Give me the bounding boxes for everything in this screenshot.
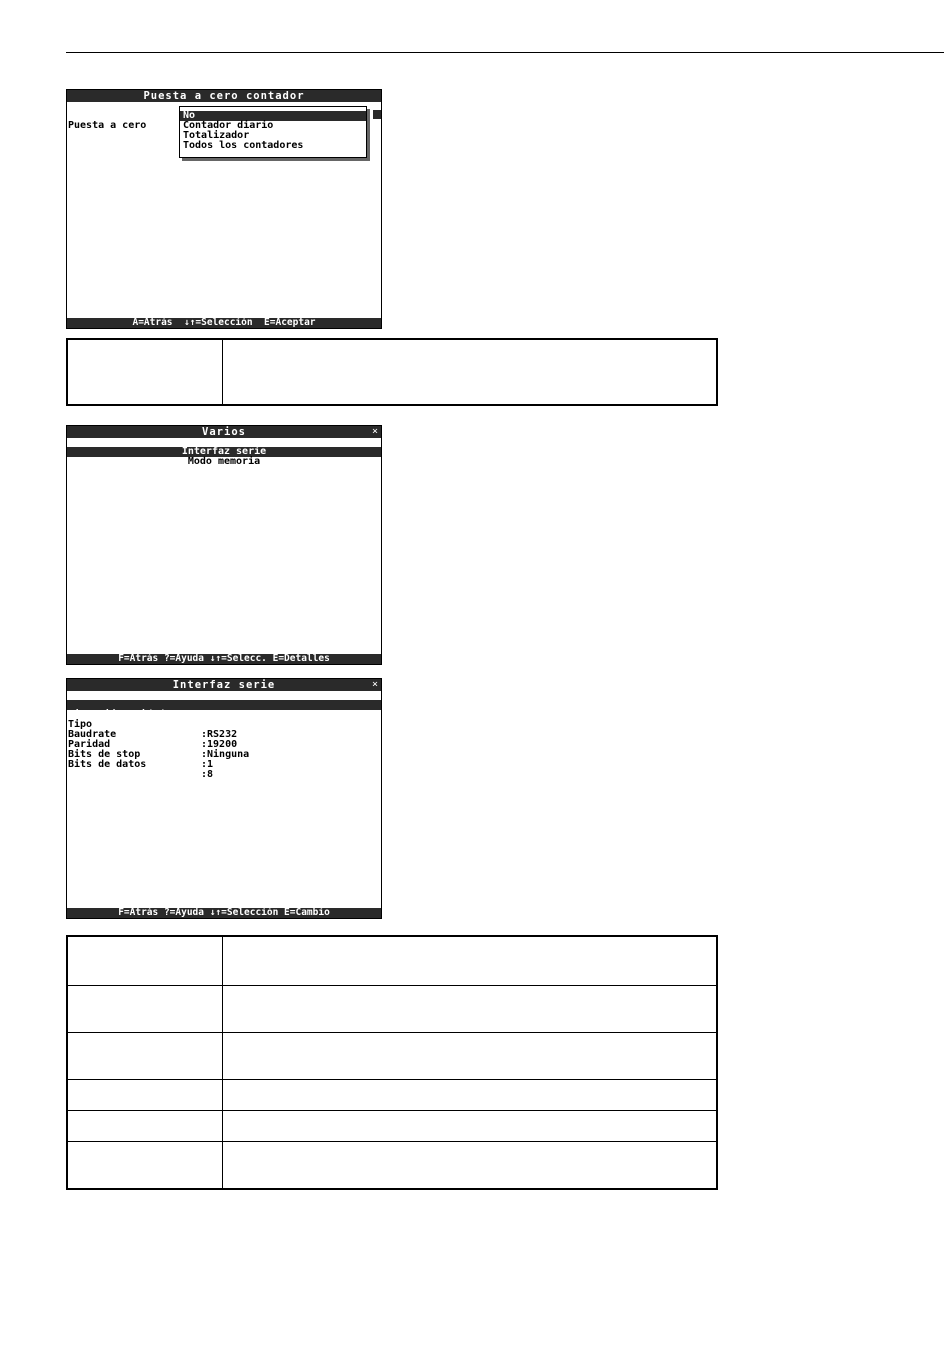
option-contador-diario[interactable]: Contador diario	[183, 120, 274, 131]
setting-label: Tipo	[68, 719, 93, 730]
screen-title: Varios	[67, 426, 381, 438]
setting-value: :01	[201, 719, 220, 730]
option-no[interactable]: No	[180, 111, 366, 121]
setting-label: Baudrate	[68, 729, 117, 740]
table-row	[68, 1142, 716, 1188]
setting-label: Dirección unidad	[68, 709, 165, 720]
setting-label: Bits de datos	[68, 759, 147, 770]
screen-interfaz-serie	[66, 678, 382, 919]
close-icon[interactable]: ×	[371, 679, 378, 690]
setting-row-bits-datos[interactable]	[67, 750, 381, 780]
setting-value: :19200	[201, 739, 238, 750]
page-top-rule	[66, 52, 944, 53]
screen-puesta-a-cero	[66, 89, 382, 329]
option-todos-contadores[interactable]: Todos los contadores	[183, 140, 304, 151]
setting-value: :1	[201, 759, 214, 770]
table-row	[68, 986, 716, 1033]
options-popup[interactable]	[179, 106, 367, 158]
setting-label: Paridad	[68, 739, 111, 750]
screen-title: Puesta a cero contador	[67, 90, 381, 102]
description-table-1	[66, 338, 718, 406]
table-row	[68, 1080, 716, 1111]
setting-label: Bits de stop	[68, 749, 141, 760]
field-label: Puesta a cero	[68, 120, 147, 131]
menu-item-modo-memoria[interactable]: Modo memoria	[187, 456, 261, 467]
screen-footer: F=Atrás ?=Ayuda ↓↑=Selecc. E=Detalles	[67, 654, 381, 664]
selection-marker	[373, 110, 381, 119]
screen-title: Interfaz serie	[67, 679, 381, 691]
description-table-2	[66, 935, 718, 1190]
setting-value: :8	[201, 769, 214, 780]
menu-item-interfaz-serie[interactable]: Interfaz serie	[67, 447, 381, 457]
close-icon[interactable]: ×	[371, 426, 378, 437]
screen-footer: A=Atrás ↓↑=Selección E=Aceptar	[67, 318, 381, 328]
table-row	[68, 1033, 716, 1080]
setting-value: :Ninguna	[201, 749, 250, 760]
option-totalizador[interactable]: Totalizador	[183, 130, 250, 141]
setting-value: :RS232	[201, 729, 238, 740]
column-divider	[222, 340, 223, 404]
screen-footer: F=Atrás ?=Ayuda ↓↑=Selección E=Cambio	[67, 908, 381, 918]
table-row	[68, 937, 716, 986]
table-row	[68, 1111, 716, 1142]
screen-varios	[66, 425, 382, 665]
